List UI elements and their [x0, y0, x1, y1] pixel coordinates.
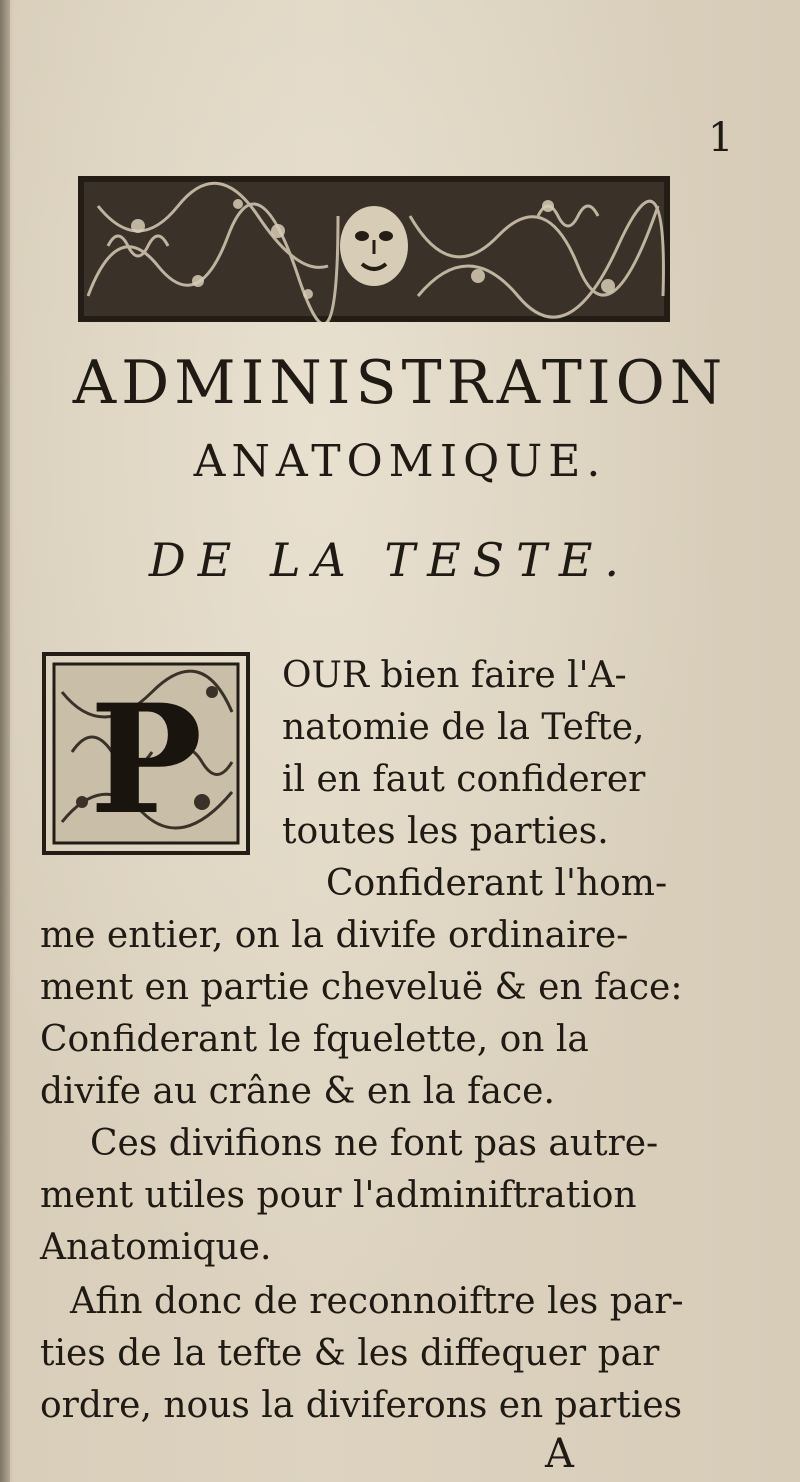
text-line: OUR bien faire l'A-: [282, 655, 627, 696]
text-line: natomie de la Tefte,: [282, 707, 645, 748]
text-line: Afin donc de reconnoiftre les par-: [70, 1281, 684, 1322]
text-line: ment en partie cheveluë & en face:: [40, 967, 683, 1008]
ornamental-headpiece: [78, 176, 670, 322]
text-line: ment utiles pour l'adminiftration: [40, 1175, 637, 1216]
page-gutter-shadow: [0, 0, 10, 1482]
page-number: 1: [708, 115, 734, 161]
text-line: me entier, on la divife ordinaire-: [40, 915, 629, 956]
drop-cap-letter: P: [89, 672, 203, 848]
text-line: ties de la tefte & les diffequer par: [40, 1333, 660, 1374]
text-line: Ces divifions ne font pas autre-: [90, 1123, 659, 1164]
text-line: toutes les parties.: [282, 811, 609, 852]
section-heading: DE LA TESTE.: [148, 533, 632, 587]
text-line: divife au crâne & en la face.: [40, 1071, 555, 1112]
grotesque-mask: [340, 206, 408, 286]
title-line-1: ADMINISTRATION: [72, 348, 728, 418]
title-line-2: ANATOMIQUE.: [193, 436, 607, 487]
text-line: Confiderant le fquelette, on la: [40, 1019, 589, 1060]
decorated-initial: [42, 652, 250, 855]
catchword: A: [545, 1431, 574, 1477]
text-line: Anatomique.: [40, 1227, 272, 1268]
text-line: il en faut confiderer: [282, 759, 646, 800]
text-line: ordre, nous la diviferons en parties: [40, 1385, 683, 1426]
text-line: Confiderant l'hom-: [326, 863, 668, 904]
